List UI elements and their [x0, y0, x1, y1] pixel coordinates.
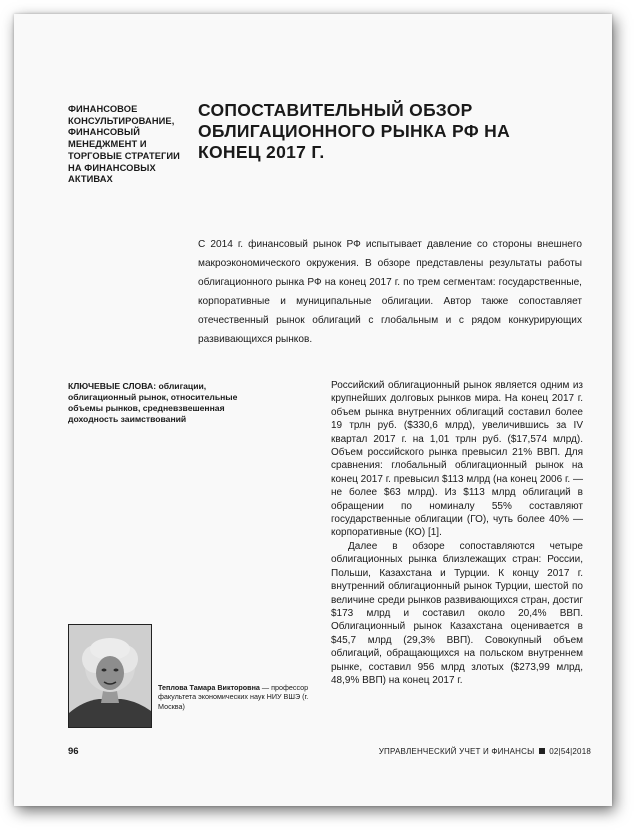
body-paragraph-1: Российский облигационный рынок является одним из крупнейших долговых рынков мира. На конец 2017 г. объем рынка внутренних облигаций составил более 19 трлн руб. ($330,6 млрд), увеличившись за IV квартал 2017 г. на 1,01 трлн руб. ($17,574 млрд). Объем российского рынка превысил 21% ВВП. Для сравнения: глобальный облигационный рынок на конец 2017 г. превысил $113 млрд (на конец 2006 г. — не более $63 млрд). Из $113 млрд облигаций в обращении по номиналу 55% составляют государственные облигации (ГО), чуть более 40% — корпоративные (КО) [1].	[331, 380, 583, 539]
keywords-label: КЛЮЧЕВЫЕ СЛОВА:	[68, 381, 157, 391]
article-abstract: С 2014 г. финансовый рынок РФ испытывает давление со стороны внешнего макроэкономического окружения. В обзоре представлены результаты работы облигационного рынка РФ на конец 2017 г. по трем сегментам: государственные, корпоративные и муниципальные облигации. Автор также сопоставляет отечественный рынок облигаций с глобальным и с рядом конкурирующих развивающихся рынков.	[198, 239, 582, 345]
keywords-block	[68, 381, 273, 425]
article-title: СОПОСТАВИТЕЛЬНЫЙ ОБЗОР ОБЛИГАЦИОННОГО РЫНКА РФ НА КОНЕЦ 2017 Г.	[198, 100, 511, 162]
journal-footer	[379, 747, 591, 756]
square-separator-icon	[539, 748, 545, 754]
keywords-text: облигации, облигационный рынок, относительные объемы рынков, средневзвешенная доходность заимствований	[68, 381, 238, 424]
body-paragraph-2: Далее в обзоре сопоставляются четыре облигационных рынка близлежащих стран: России, Польши, Казахстана и Турции. К концу 2017 г. внутренний облигационный рынок Турции, шестой по величине среди рынков развивающихся стран, достиг $173 млрд и составил около 20,4% ВВП. Облигационный рынок Казахстана оценивается в $45,7 млрд (29,3% ВВП). Совокупный объем облигаций, обращающихся на польском внутреннем рынке, составил 956 млрд злотых ($273,99 млрд, 48,9% ВВП) на конец 2017 г.	[331, 540, 583, 686]
page-number: 96	[68, 746, 79, 757]
author-caption	[158, 683, 328, 711]
journal-issue: 02|54|2018	[549, 747, 591, 756]
section-rubric: ФИНАНСОВОЕ КОНСУЛЬТИРОВАНИЕ, ФИНАНСОВЫЙ МЕНЕДЖМЕНТ И ТОРГОВЫЕ СТРАТЕГИИ НА ФИНАНСОВЫХ АКТИВАХ	[68, 104, 180, 185]
article-body	[331, 379, 583, 687]
author-portrait-icon	[69, 625, 151, 727]
author-photo	[68, 624, 152, 728]
journal-name: УПРАВЛЕНЧЕСКИЙ УЧЕТ И ФИНАНСЫ	[378, 747, 535, 756]
author-name: Теплова Тамара Викторовна	[158, 683, 260, 692]
author-role: — профессор факультета экономических наук НИУ ВШЭ (г. Москва)	[158, 683, 309, 711]
